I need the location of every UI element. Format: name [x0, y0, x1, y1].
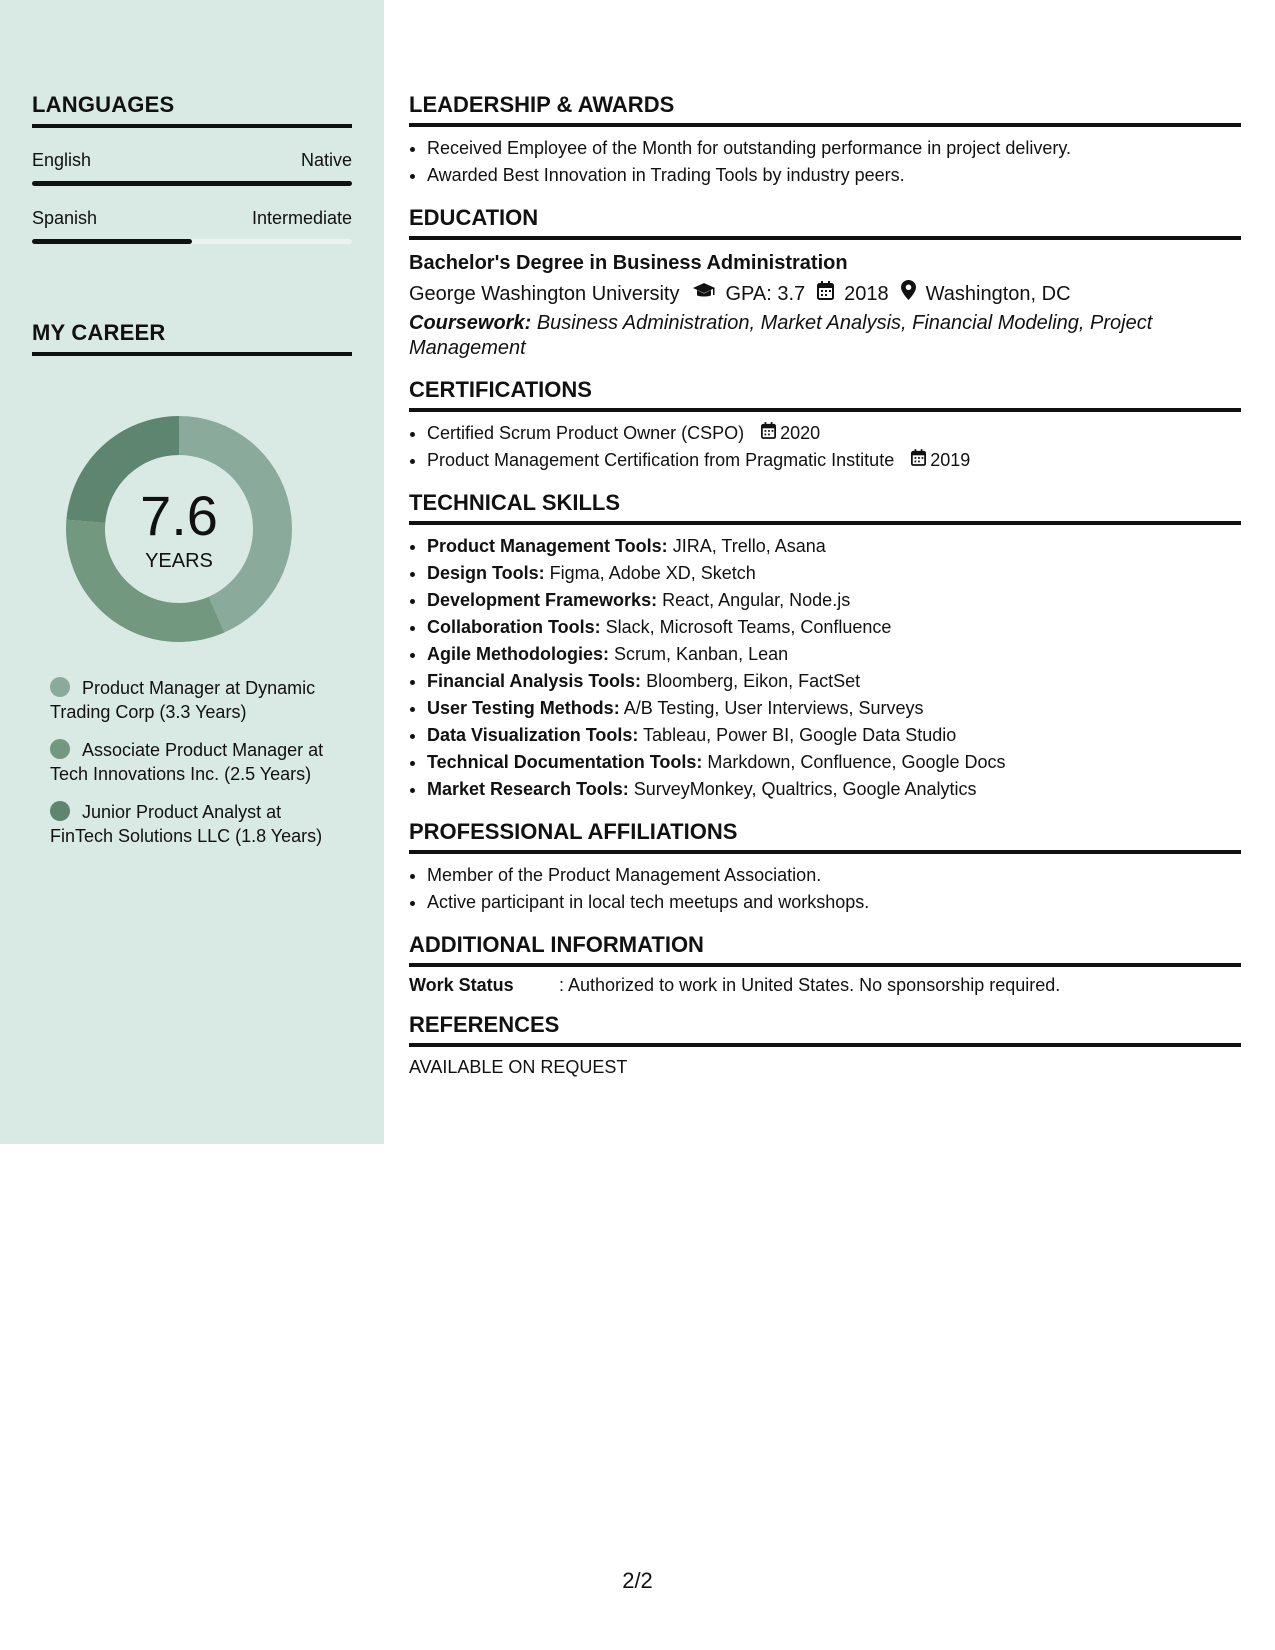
skill-value: SurveyMonkey, Qualtrics, Google Analytics [628, 779, 977, 799]
page-number: 2/2 [622, 1568, 653, 1593]
language-name: Spanish [32, 208, 98, 228]
calendar-icon [817, 280, 834, 308]
career-role [50, 676, 330, 724]
career-role-text: Junior Product Analyst at FinTech Solutions LLC (1.8 Years) [50, 802, 323, 846]
certification-item [427, 447, 1241, 474]
degree-title: Bachelor's Degree in Business Administration [409, 252, 848, 274]
languages-title: LANGUAGES [32, 92, 352, 128]
career-title: MY CAREER [32, 320, 352, 356]
affiliations-section [409, 819, 1241, 916]
skill-value: Markdown, Confluence, Google Docs [702, 752, 1006, 772]
work-status-key: Work Status [409, 975, 514, 995]
skill-value: Tableau, Power BI, Google Data Studio [638, 725, 957, 745]
leadership-section [409, 92, 1241, 189]
skill-label: User Testing Methods: [427, 698, 620, 718]
education-section [409, 205, 1241, 361]
school-name: George Washington University [409, 283, 680, 305]
education-location: Washington, DC [925, 283, 1071, 305]
skill-value: Bloomberg, Eikon, FactSet [641, 671, 861, 691]
skills-list [409, 533, 1241, 803]
list-item: • Received Employee of the Month for outstanding performance in project delivery. [427, 135, 1241, 162]
language-bar [32, 239, 352, 244]
affiliations-list [409, 862, 1241, 916]
certification-year: 2020 [780, 423, 821, 443]
language-name: English [32, 150, 92, 170]
language-bar-fill [32, 239, 192, 244]
certification-year: 2019 [930, 450, 971, 470]
list-item: • Awarded Best Innovation in Trading Tools by industry peers. [427, 162, 1241, 189]
leadership-list [409, 135, 1241, 189]
graduation-cap-icon [692, 280, 716, 308]
additional-info-section [409, 932, 1241, 996]
career-role [50, 738, 330, 786]
skill-label: Financial Analysis Tools: [427, 671, 642, 691]
skill-value: Slack, Microsoft Teams, Confluence [600, 617, 892, 637]
calendar-icon [761, 420, 776, 447]
total-years-label: YEARS [145, 550, 213, 572]
graduation-year: 2018 [844, 283, 889, 305]
skill-value: JIRA, Trello, Asana [667, 536, 826, 556]
language-bar-fill [32, 181, 352, 186]
career-donut-chart [66, 416, 292, 642]
skill-label: Design Tools: [427, 563, 545, 583]
skill-value: Scrum, Kanban, Lean [609, 644, 789, 664]
work-status-row [409, 975, 1241, 996]
main-content [409, 92, 1241, 1094]
language-level: Native [300, 150, 352, 170]
certification-name: Product Management Certification from Pragmatic Institute [427, 450, 895, 470]
career-legend [50, 676, 330, 862]
total-years-value: 7.6 [140, 484, 218, 547]
education-details [409, 280, 1241, 308]
section-title: REFERENCES [409, 1012, 1241, 1047]
location-pin-icon [901, 280, 916, 308]
skill-label: Development Frameworks: [427, 590, 658, 610]
certification-item [427, 420, 1241, 447]
skill-item [427, 668, 1241, 695]
career-role-text: Product Manager at Dynamic Trading Corp (3.3 Years) [50, 678, 316, 722]
donut-center [66, 416, 292, 642]
language-bar [32, 181, 352, 186]
skill-item [427, 533, 1241, 560]
language-item [32, 208, 352, 244]
sidebar [0, 0, 384, 1144]
skill-item [427, 695, 1241, 722]
legend-dot [50, 739, 70, 759]
skill-label: Collaboration Tools: [427, 617, 601, 637]
technical-skills-section [409, 490, 1241, 803]
languages-section [32, 92, 352, 244]
skill-label: Data Visualization Tools: [427, 725, 639, 745]
section-title: TECHNICAL SKILLS [409, 490, 1241, 525]
list-item: • Active participant in local tech meetups and workshops. [427, 889, 1241, 916]
career-section [32, 320, 352, 356]
skill-item [427, 587, 1241, 614]
coursework-label: Coursework: [409, 312, 532, 334]
skill-value: Figma, Adobe XD, Sketch [544, 563, 756, 583]
language-level: Intermediate [251, 208, 352, 228]
coursework [409, 311, 1241, 361]
references-text: AVAILABLE ON REQUEST [409, 1057, 628, 1077]
language-item [32, 150, 352, 186]
section-title: ADDITIONAL INFORMATION [409, 932, 1241, 967]
section-title: LEADERSHIP & AWARDS [409, 92, 1241, 127]
skill-item [427, 560, 1241, 587]
legend-dot [50, 801, 70, 821]
work-status-value: : Authorized to work in United States. No sponsorship required. [559, 975, 1061, 995]
career-role [50, 800, 330, 848]
section-title: CERTIFICATIONS [409, 377, 1241, 412]
references-section [409, 1012, 1241, 1078]
skill-value: A/B Testing, User Interviews, Surveys [619, 698, 924, 718]
skill-label: Agile Methodologies: [427, 644, 609, 664]
skill-label: Product Management Tools: [427, 536, 668, 556]
skill-value: React, Angular, Node.js [657, 590, 851, 610]
certification-name: Certified Scrum Product Owner (CSPO) [427, 423, 745, 443]
gpa: GPA: 3.7 [725, 283, 806, 305]
calendar-icon [911, 447, 926, 474]
skill-item [427, 614, 1241, 641]
certifications-list [409, 420, 1241, 474]
certifications-section [409, 377, 1241, 474]
skill-item [427, 776, 1241, 803]
skill-label: Technical Documentation Tools: [427, 752, 703, 772]
section-title: EDUCATION [409, 205, 1241, 240]
skill-item [427, 749, 1241, 776]
coursework-list: Business Administration, Market Analysis, Financial Modeling, Project Management [409, 312, 1153, 359]
section-title: PROFESSIONAL AFFILIATIONS [409, 819, 1241, 854]
list-item: • Member of the Product Management Association. [427, 862, 1241, 889]
legend-dot [50, 677, 70, 697]
career-role-text: Associate Product Manager at Tech Innovations Inc. (2.5 Years) [50, 740, 324, 784]
skill-item [427, 722, 1241, 749]
skill-label: Market Research Tools: [427, 779, 629, 799]
skill-item [427, 641, 1241, 668]
